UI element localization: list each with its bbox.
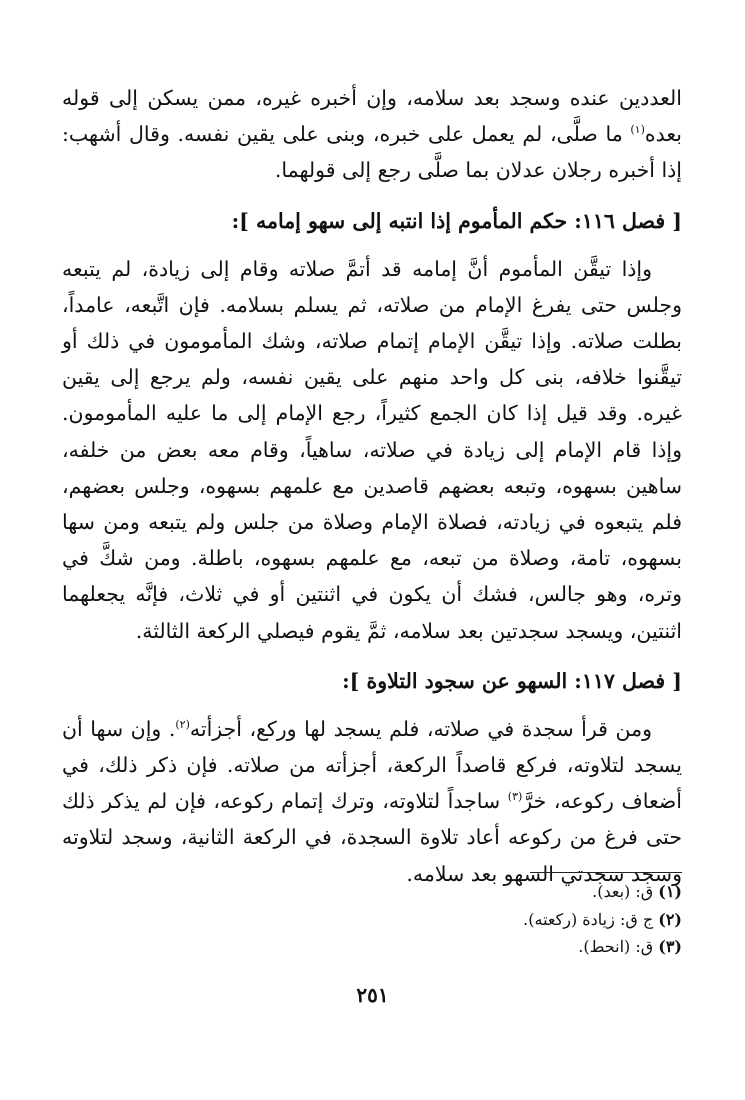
footnote-3 — [282, 933, 682, 961]
footnote-1-text: ق: (بعد). — [592, 882, 659, 901]
paragraph-3-text-c: ساجداً لتلاوته، وترك إتمام ركوعه، فإن لم يذكر ذلك حتى فرغ من ركوعه أعاد تلاوة السجدة، في الركعة الثانية، وسجد لتلاوته وسجد سجدتي السهو بعد سلامه. — [62, 789, 682, 886]
footnote-2-number: (٢) — [658, 909, 682, 929]
paragraph-2: وإذا تيقَّن المأموم أنَّ إمامه قد أتمَّ صلاته وقام إلى زيادة، لم يتبعه وجلس حتى يفرغ الإمام من صلاته، ثم يسلم بسلامه. فإن اتَّبعه، عامداً، بطلت صلاته. وإذا تيقَّن الإمام إتمام صلاته، وشك المأمومون في ذلك أو تيقَّنوا خلافه، بنى كل واحد منهم على يقين نفسه، ولم يرجع إلى يقين غيره. وقد قيل إذا كان الجمع كثيراً، رجع الإمام إلى ما عليه المأمومون. وإذا قام الإمام إلى زيادة في صلاته، ساهياً، وقام معه بعض من خلفه، ساهين بسهوه، وتبعه بعضهم قاصدين مع علمهم بسهوه، وجلس بعضهم، فلم يتبعوه في زيادته، فصلاة الإمام وصلاة من جلس ولم يتبعه ومن سها بسهوه، تامة، وصلاة من تبعه، مع علمهم بسهوه، باطلة. ومن شكَّ في وتره، وهو جالس، فشك أن يكون في اثنتين أو في ثلاث، فإنَّه يجعلهما اثنتين، ويسجد سجدتين بعد سلامه، ثمَّ يقوم فيصلي الركعة الثالثة. — [62, 256, 682, 643]
page-number: ٢٥١ — [356, 983, 389, 1007]
footnote-2 — [282, 906, 682, 934]
paragraph-1-text-a: العددين عنده وسجد بعد سلامه، وإن أخبره غيره، ممن يسكن إلى قوله بعده — [62, 86, 682, 147]
paragraph-3 — [62, 711, 682, 892]
paragraph-3-text-a: ومن قرأ سجدة في صلاته، فلم يسجد لها وركع، أجزأته — [189, 716, 652, 741]
section-heading-117: [ فصل ١١٧: السهو عن سجود التلاوة ]: — [342, 668, 682, 693]
page-body — [62, 70, 682, 892]
footnote-2-text: ج ق: زيادة (ركعته). — [523, 909, 659, 929]
paragraph-1-text-b: ما صلَّى، لم يعمل على خبره، وبنى على يقين نفسه. وقال أشهب: إذا أخبره رجلان عدلان بما صلَّى رجع إلى قولهما. — [62, 122, 682, 183]
footnote-1-number: (١) — [658, 882, 682, 901]
footnote-1 — [282, 878, 682, 906]
section-heading-116: [ فصل ١١٦: حكم المأموم إذا انتبه إلى سهو إمامه ]: — [231, 208, 682, 233]
paragraph-1 — [62, 80, 682, 189]
footnote-divider — [530, 872, 682, 873]
paragraph-3-text-b: . وإن سها أن يسجد لتلاوته، فركع قاصداً الركعة، أجزأته من صلاته. فإن ذكر ذلك، في أضعاف ركوعه، خرَّ — [62, 716, 682, 814]
footnote-ref-1: (١) — [630, 123, 645, 137]
footnote-ref-2: (٢) — [175, 718, 190, 732]
footnotes — [282, 878, 682, 961]
footnote-ref-3: (٣) — [507, 790, 523, 804]
footnote-3-number: (٣) — [658, 937, 682, 956]
footnote-3-text: ق: (انحط). — [578, 937, 659, 956]
